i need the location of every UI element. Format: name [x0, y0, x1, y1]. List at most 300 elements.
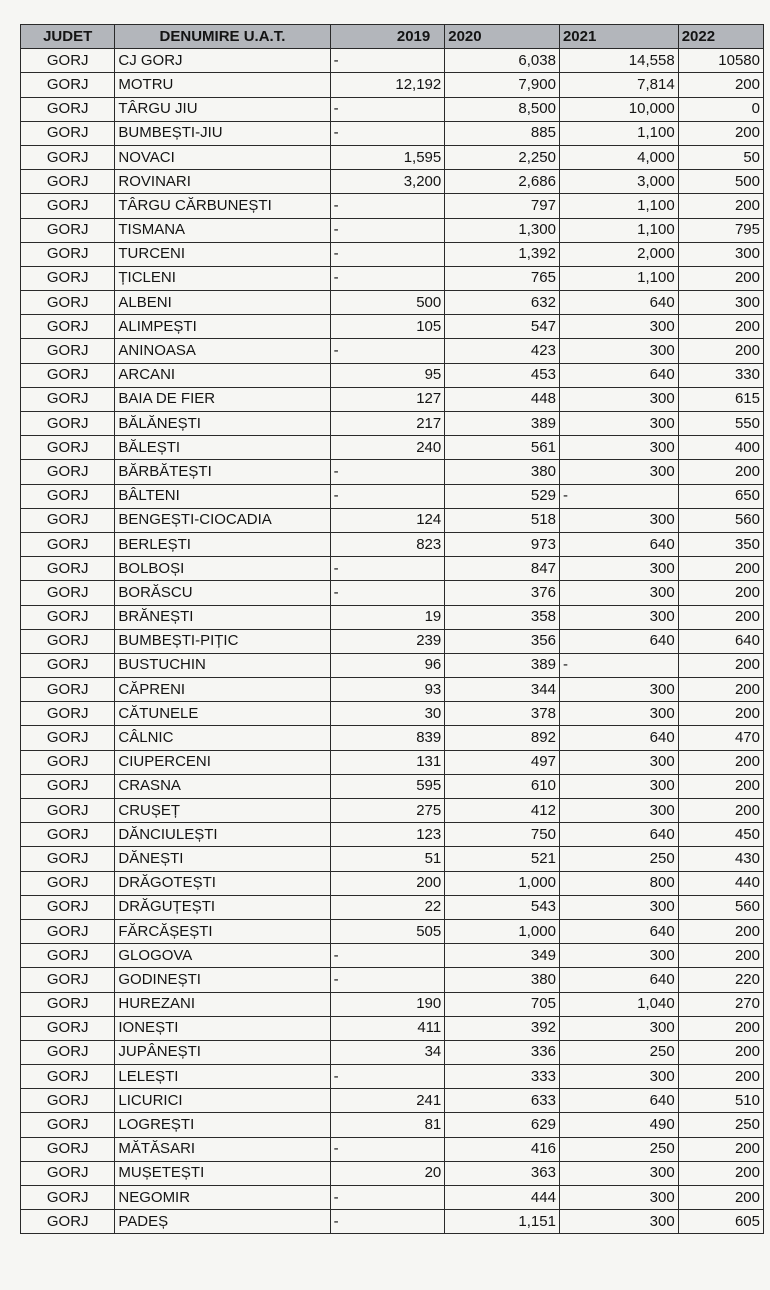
- uat-name-cell: DRĂGOTEȘTI: [115, 871, 330, 895]
- value-2020-cell: 518: [445, 508, 560, 532]
- value-2022-cell: 500: [678, 170, 763, 194]
- value-2022-cell: 200: [678, 1016, 763, 1040]
- value-2021-cell: 300: [559, 387, 678, 411]
- value-2020-cell: 1,151: [445, 1210, 560, 1234]
- uat-name-cell: FĂRCĂȘEȘTI: [115, 919, 330, 943]
- value-2019-cell: -: [330, 484, 445, 508]
- judet-cell: GORJ: [21, 557, 115, 581]
- judet-cell: GORJ: [21, 581, 115, 605]
- value-2021-cell: 300: [559, 1186, 678, 1210]
- value-2022-cell: 200: [678, 702, 763, 726]
- uat-name-cell: CRUȘEȚ: [115, 799, 330, 823]
- value-2019-cell: 12,192: [330, 73, 445, 97]
- value-2022-cell: 330: [678, 363, 763, 387]
- value-2022-cell: 200: [678, 266, 763, 290]
- value-2019-cell: -: [330, 218, 445, 242]
- value-2020-cell: 448: [445, 387, 560, 411]
- uat-name-cell: ARCANI: [115, 363, 330, 387]
- value-2020-cell: 412: [445, 799, 560, 823]
- value-2020-cell: 392: [445, 1016, 560, 1040]
- value-2022-cell: 640: [678, 629, 763, 653]
- value-2019-cell: 275: [330, 799, 445, 823]
- judet-cell: GORJ: [21, 895, 115, 919]
- value-2022-cell: 200: [678, 799, 763, 823]
- table-row: [21, 871, 764, 895]
- table-row: [21, 1089, 764, 1113]
- value-2021-cell: 250: [559, 1137, 678, 1161]
- uat-name-cell: BĂRBĂTEȘTI: [115, 460, 330, 484]
- value-2019-cell: 51: [330, 847, 445, 871]
- value-2019-cell: 93: [330, 678, 445, 702]
- value-2021-cell: 640: [559, 968, 678, 992]
- judet-cell: GORJ: [21, 1089, 115, 1113]
- value-2020-cell: 1,300: [445, 218, 560, 242]
- table-row: [21, 1210, 764, 1234]
- value-2020-cell: 892: [445, 726, 560, 750]
- judet-cell: GORJ: [21, 750, 115, 774]
- value-2020-cell: 629: [445, 1113, 560, 1137]
- value-2022-cell: 200: [678, 339, 763, 363]
- value-2020-cell: 389: [445, 653, 560, 677]
- header-2022: 2022: [678, 25, 763, 49]
- value-2020-cell: 444: [445, 1186, 560, 1210]
- judet-cell: GORJ: [21, 194, 115, 218]
- judet-cell: GORJ: [21, 678, 115, 702]
- judet-cell: GORJ: [21, 73, 115, 97]
- uat-name-cell: BUMBEȘTI-PIȚIC: [115, 629, 330, 653]
- judet-cell: GORJ: [21, 291, 115, 315]
- value-2022-cell: 200: [678, 1186, 763, 1210]
- value-2021-cell: 800: [559, 871, 678, 895]
- value-2021-cell: 300: [559, 339, 678, 363]
- value-2019-cell: 839: [330, 726, 445, 750]
- value-2022-cell: 200: [678, 315, 763, 339]
- uat-name-cell: BENGEȘTI-CIOCADIA: [115, 508, 330, 532]
- value-2021-cell: 1,100: [559, 266, 678, 290]
- uat-name-cell: CĂTUNELE: [115, 702, 330, 726]
- value-2021-cell: -: [559, 484, 678, 508]
- table-row: [21, 218, 764, 242]
- judet-cell: GORJ: [21, 1161, 115, 1185]
- value-2020-cell: 521: [445, 847, 560, 871]
- uat-name-cell: NEGOMIR: [115, 1186, 330, 1210]
- table-body: [21, 49, 764, 1234]
- value-2019-cell: 123: [330, 823, 445, 847]
- value-2022-cell: 510: [678, 1089, 763, 1113]
- table-row: [21, 799, 764, 823]
- value-2020-cell: 389: [445, 412, 560, 436]
- value-2020-cell: 610: [445, 774, 560, 798]
- value-2019-cell: -: [330, 1210, 445, 1234]
- uat-name-cell: NOVACI: [115, 145, 330, 169]
- value-2019-cell: 105: [330, 315, 445, 339]
- value-2021-cell: 4,000: [559, 145, 678, 169]
- judet-cell: GORJ: [21, 508, 115, 532]
- value-2020-cell: 765: [445, 266, 560, 290]
- judet-cell: GORJ: [21, 145, 115, 169]
- table-row: [21, 605, 764, 629]
- value-2022-cell: 200: [678, 605, 763, 629]
- judet-cell: GORJ: [21, 823, 115, 847]
- value-2020-cell: 358: [445, 605, 560, 629]
- value-2019-cell: 240: [330, 436, 445, 460]
- judet-cell: GORJ: [21, 919, 115, 943]
- uat-name-cell: PADEȘ: [115, 1210, 330, 1234]
- value-2019-cell: 217: [330, 412, 445, 436]
- uat-name-cell: MĂTĂSARI: [115, 1137, 330, 1161]
- value-2020-cell: 632: [445, 291, 560, 315]
- value-2020-cell: 973: [445, 532, 560, 556]
- table-row: [21, 49, 764, 73]
- value-2020-cell: 705: [445, 992, 560, 1016]
- uat-name-cell: ALIMPEȘTI: [115, 315, 330, 339]
- uat-name-cell: BĂLEȘTI: [115, 436, 330, 460]
- uat-name-cell: ȚICLENI: [115, 266, 330, 290]
- table-row: [21, 1040, 764, 1064]
- uat-name-cell: TÂRGU JIU: [115, 97, 330, 121]
- value-2019-cell: 411: [330, 1016, 445, 1040]
- uat-name-cell: ANINOASA: [115, 339, 330, 363]
- judet-cell: GORJ: [21, 774, 115, 798]
- value-2021-cell: 1,100: [559, 194, 678, 218]
- table-row: [21, 678, 764, 702]
- value-2021-cell: 7,814: [559, 73, 678, 97]
- table-row: [21, 823, 764, 847]
- value-2022-cell: 650: [678, 484, 763, 508]
- value-2022-cell: 400: [678, 436, 763, 460]
- value-2019-cell: 34: [330, 1040, 445, 1064]
- judet-cell: GORJ: [21, 170, 115, 194]
- value-2019-cell: -: [330, 97, 445, 121]
- table-row: [21, 944, 764, 968]
- uat-name-cell: BOLBOȘI: [115, 557, 330, 581]
- value-2021-cell: 300: [559, 799, 678, 823]
- value-2021-cell: 640: [559, 629, 678, 653]
- uat-name-cell: BĂLĂNEȘTI: [115, 412, 330, 436]
- judet-cell: GORJ: [21, 363, 115, 387]
- header-2020: 2020: [445, 25, 560, 49]
- value-2019-cell: 127: [330, 387, 445, 411]
- value-2020-cell: 885: [445, 121, 560, 145]
- uat-name-cell: ALBENI: [115, 291, 330, 315]
- value-2020-cell: 8,500: [445, 97, 560, 121]
- value-2020-cell: 847: [445, 557, 560, 581]
- uat-name-cell: CĂPRENI: [115, 678, 330, 702]
- judet-cell: GORJ: [21, 726, 115, 750]
- value-2019-cell: -: [330, 49, 445, 73]
- table-row: [21, 194, 764, 218]
- header-2021: 2021: [559, 25, 678, 49]
- value-2021-cell: 640: [559, 532, 678, 556]
- value-2019-cell: 190: [330, 992, 445, 1016]
- value-2019-cell: -: [330, 1186, 445, 1210]
- table-row: [21, 532, 764, 556]
- table-row: [21, 145, 764, 169]
- value-2019-cell: -: [330, 194, 445, 218]
- value-2022-cell: 200: [678, 653, 763, 677]
- table-row: [21, 1137, 764, 1161]
- value-2022-cell: 560: [678, 895, 763, 919]
- table-row: [21, 339, 764, 363]
- uat-name-cell: BUSTUCHIN: [115, 653, 330, 677]
- uat-name-cell: BAIA DE FIER: [115, 387, 330, 411]
- judet-cell: GORJ: [21, 1186, 115, 1210]
- value-2022-cell: 300: [678, 291, 763, 315]
- table-row: [21, 291, 764, 315]
- table-row: [21, 1161, 764, 1185]
- value-2022-cell: 350: [678, 532, 763, 556]
- uat-name-cell: CJ GORJ: [115, 49, 330, 73]
- judet-cell: GORJ: [21, 702, 115, 726]
- value-2022-cell: 605: [678, 1210, 763, 1234]
- value-2021-cell: 640: [559, 291, 678, 315]
- value-2021-cell: 300: [559, 508, 678, 532]
- value-2021-cell: 1,040: [559, 992, 678, 1016]
- value-2019-cell: 30: [330, 702, 445, 726]
- judet-cell: GORJ: [21, 242, 115, 266]
- value-2022-cell: 470: [678, 726, 763, 750]
- value-2020-cell: 7,900: [445, 73, 560, 97]
- value-2021-cell: 300: [559, 412, 678, 436]
- value-2021-cell: 300: [559, 605, 678, 629]
- table-row: [21, 121, 764, 145]
- table-row: [21, 557, 764, 581]
- value-2022-cell: 200: [678, 121, 763, 145]
- judet-cell: GORJ: [21, 315, 115, 339]
- header-denumire: DENUMIRE U.A.T.: [115, 25, 330, 49]
- value-2021-cell: 300: [559, 678, 678, 702]
- table-row: [21, 97, 764, 121]
- table-row: [21, 508, 764, 532]
- judet-cell: GORJ: [21, 1137, 115, 1161]
- value-2022-cell: 200: [678, 1040, 763, 1064]
- value-2021-cell: 300: [559, 702, 678, 726]
- value-2022-cell: 550: [678, 412, 763, 436]
- uat-name-cell: ROVINARI: [115, 170, 330, 194]
- uat-name-cell: BUMBEȘTI-JIU: [115, 121, 330, 145]
- value-2021-cell: 250: [559, 1040, 678, 1064]
- judet-cell: GORJ: [21, 629, 115, 653]
- judet-cell: GORJ: [21, 460, 115, 484]
- value-2019-cell: -: [330, 121, 445, 145]
- value-2019-cell: 124: [330, 508, 445, 532]
- judet-cell: GORJ: [21, 266, 115, 290]
- value-2021-cell: -: [559, 653, 678, 677]
- uat-name-cell: JUPÂNEȘTI: [115, 1040, 330, 1064]
- uat-name-cell: MOTRU: [115, 73, 330, 97]
- value-2019-cell: 3,200: [330, 170, 445, 194]
- judet-cell: GORJ: [21, 1065, 115, 1089]
- value-2020-cell: 633: [445, 1089, 560, 1113]
- value-2020-cell: 1,392: [445, 242, 560, 266]
- table-row: [21, 315, 764, 339]
- value-2021-cell: 300: [559, 460, 678, 484]
- uat-name-cell: DRĂGUȚEȘTI: [115, 895, 330, 919]
- value-2021-cell: 640: [559, 363, 678, 387]
- value-2019-cell: 22: [330, 895, 445, 919]
- table-row: [21, 1065, 764, 1089]
- uat-name-cell: BERLEȘTI: [115, 532, 330, 556]
- table-row: [21, 653, 764, 677]
- uat-name-cell: LELEȘTI: [115, 1065, 330, 1089]
- value-2020-cell: 750: [445, 823, 560, 847]
- value-2021-cell: 300: [559, 436, 678, 460]
- value-2020-cell: 333: [445, 1065, 560, 1089]
- value-2021-cell: 490: [559, 1113, 678, 1137]
- table-row: [21, 774, 764, 798]
- table-row: [21, 581, 764, 605]
- table-row: [21, 266, 764, 290]
- value-2019-cell: 19: [330, 605, 445, 629]
- value-2020-cell: 561: [445, 436, 560, 460]
- uat-name-cell: GODINEȘTI: [115, 968, 330, 992]
- value-2021-cell: 300: [559, 1161, 678, 1185]
- value-2021-cell: 3,000: [559, 170, 678, 194]
- value-2022-cell: 200: [678, 678, 763, 702]
- value-2022-cell: 795: [678, 218, 763, 242]
- value-2020-cell: 2,250: [445, 145, 560, 169]
- value-2021-cell: 1,100: [559, 218, 678, 242]
- value-2022-cell: 430: [678, 847, 763, 871]
- value-2019-cell: 96: [330, 653, 445, 677]
- value-2021-cell: 300: [559, 557, 678, 581]
- value-2021-cell: 300: [559, 895, 678, 919]
- value-2020-cell: 1,000: [445, 919, 560, 943]
- value-2022-cell: 200: [678, 194, 763, 218]
- value-2022-cell: 0: [678, 97, 763, 121]
- value-2019-cell: -: [330, 944, 445, 968]
- uat-name-cell: GLOGOVA: [115, 944, 330, 968]
- uat-name-cell: CRASNA: [115, 774, 330, 798]
- value-2022-cell: 270: [678, 992, 763, 1016]
- judet-cell: GORJ: [21, 339, 115, 363]
- value-2020-cell: 543: [445, 895, 560, 919]
- value-2020-cell: 2,686: [445, 170, 560, 194]
- value-2022-cell: 200: [678, 460, 763, 484]
- value-2019-cell: 823: [330, 532, 445, 556]
- header-row: [21, 25, 764, 49]
- judet-cell: GORJ: [21, 1016, 115, 1040]
- value-2020-cell: 423: [445, 339, 560, 363]
- table-row: [21, 919, 764, 943]
- value-2021-cell: 14,558: [559, 49, 678, 73]
- judet-cell: GORJ: [21, 436, 115, 460]
- value-2019-cell: -: [330, 242, 445, 266]
- judet-cell: GORJ: [21, 605, 115, 629]
- value-2022-cell: 200: [678, 774, 763, 798]
- value-2020-cell: 344: [445, 678, 560, 702]
- judet-cell: GORJ: [21, 968, 115, 992]
- value-2022-cell: 300: [678, 242, 763, 266]
- value-2021-cell: 640: [559, 823, 678, 847]
- value-2019-cell: -: [330, 339, 445, 363]
- value-2021-cell: 640: [559, 726, 678, 750]
- table-row: [21, 363, 764, 387]
- value-2019-cell: 505: [330, 919, 445, 943]
- value-2021-cell: 300: [559, 1065, 678, 1089]
- table-row: [21, 73, 764, 97]
- value-2022-cell: 200: [678, 1161, 763, 1185]
- judet-cell: GORJ: [21, 992, 115, 1016]
- value-2021-cell: 300: [559, 1210, 678, 1234]
- value-2020-cell: 378: [445, 702, 560, 726]
- judet-cell: GORJ: [21, 484, 115, 508]
- value-2022-cell: 200: [678, 750, 763, 774]
- value-2020-cell: 1,000: [445, 871, 560, 895]
- uat-name-cell: MUȘETEȘTI: [115, 1161, 330, 1185]
- table-row: [21, 992, 764, 1016]
- uat-name-cell: TÂRGU CĂRBUNEȘTI: [115, 194, 330, 218]
- value-2022-cell: 200: [678, 919, 763, 943]
- table-row: [21, 484, 764, 508]
- value-2021-cell: 300: [559, 774, 678, 798]
- judet-cell: GORJ: [21, 1113, 115, 1137]
- value-2022-cell: 10580: [678, 49, 763, 73]
- table-row: [21, 726, 764, 750]
- table-row: [21, 1186, 764, 1210]
- uat-name-cell: TURCENI: [115, 242, 330, 266]
- value-2020-cell: 497: [445, 750, 560, 774]
- judet-cell: GORJ: [21, 532, 115, 556]
- value-2021-cell: 640: [559, 1089, 678, 1113]
- value-2020-cell: 380: [445, 968, 560, 992]
- value-2021-cell: 300: [559, 315, 678, 339]
- table-row: [21, 170, 764, 194]
- value-2019-cell: 95: [330, 363, 445, 387]
- value-2022-cell: 450: [678, 823, 763, 847]
- value-2022-cell: 50: [678, 145, 763, 169]
- judet-cell: GORJ: [21, 653, 115, 677]
- judet-cell: GORJ: [21, 49, 115, 73]
- value-2022-cell: 200: [678, 581, 763, 605]
- judet-cell: GORJ: [21, 871, 115, 895]
- value-2020-cell: 349: [445, 944, 560, 968]
- value-2022-cell: 220: [678, 968, 763, 992]
- value-2020-cell: 363: [445, 1161, 560, 1185]
- value-2020-cell: 356: [445, 629, 560, 653]
- value-2020-cell: 336: [445, 1040, 560, 1064]
- value-2020-cell: 380: [445, 460, 560, 484]
- judet-cell: GORJ: [21, 1210, 115, 1234]
- uat-name-cell: IONEȘTI: [115, 1016, 330, 1040]
- value-2019-cell: 81: [330, 1113, 445, 1137]
- judet-cell: GORJ: [21, 218, 115, 242]
- value-2019-cell: -: [330, 581, 445, 605]
- funding-table: [20, 24, 764, 1234]
- table-row: [21, 1113, 764, 1137]
- uat-name-cell: HUREZANI: [115, 992, 330, 1016]
- value-2020-cell: 416: [445, 1137, 560, 1161]
- value-2020-cell: 547: [445, 315, 560, 339]
- value-2019-cell: -: [330, 557, 445, 581]
- uat-name-cell: BÂLTENI: [115, 484, 330, 508]
- value-2021-cell: 300: [559, 750, 678, 774]
- value-2022-cell: 440: [678, 871, 763, 895]
- uat-name-cell: CIUPERCENI: [115, 750, 330, 774]
- judet-cell: GORJ: [21, 97, 115, 121]
- value-2019-cell: 131: [330, 750, 445, 774]
- uat-name-cell: DĂNEȘTI: [115, 847, 330, 871]
- value-2021-cell: 10,000: [559, 97, 678, 121]
- judet-cell: GORJ: [21, 121, 115, 145]
- value-2019-cell: 20: [330, 1161, 445, 1185]
- table-row: [21, 460, 764, 484]
- value-2019-cell: 1,595: [330, 145, 445, 169]
- table-row: [21, 968, 764, 992]
- uat-name-cell: LICURICI: [115, 1089, 330, 1113]
- value-2020-cell: 529: [445, 484, 560, 508]
- table-row: [21, 387, 764, 411]
